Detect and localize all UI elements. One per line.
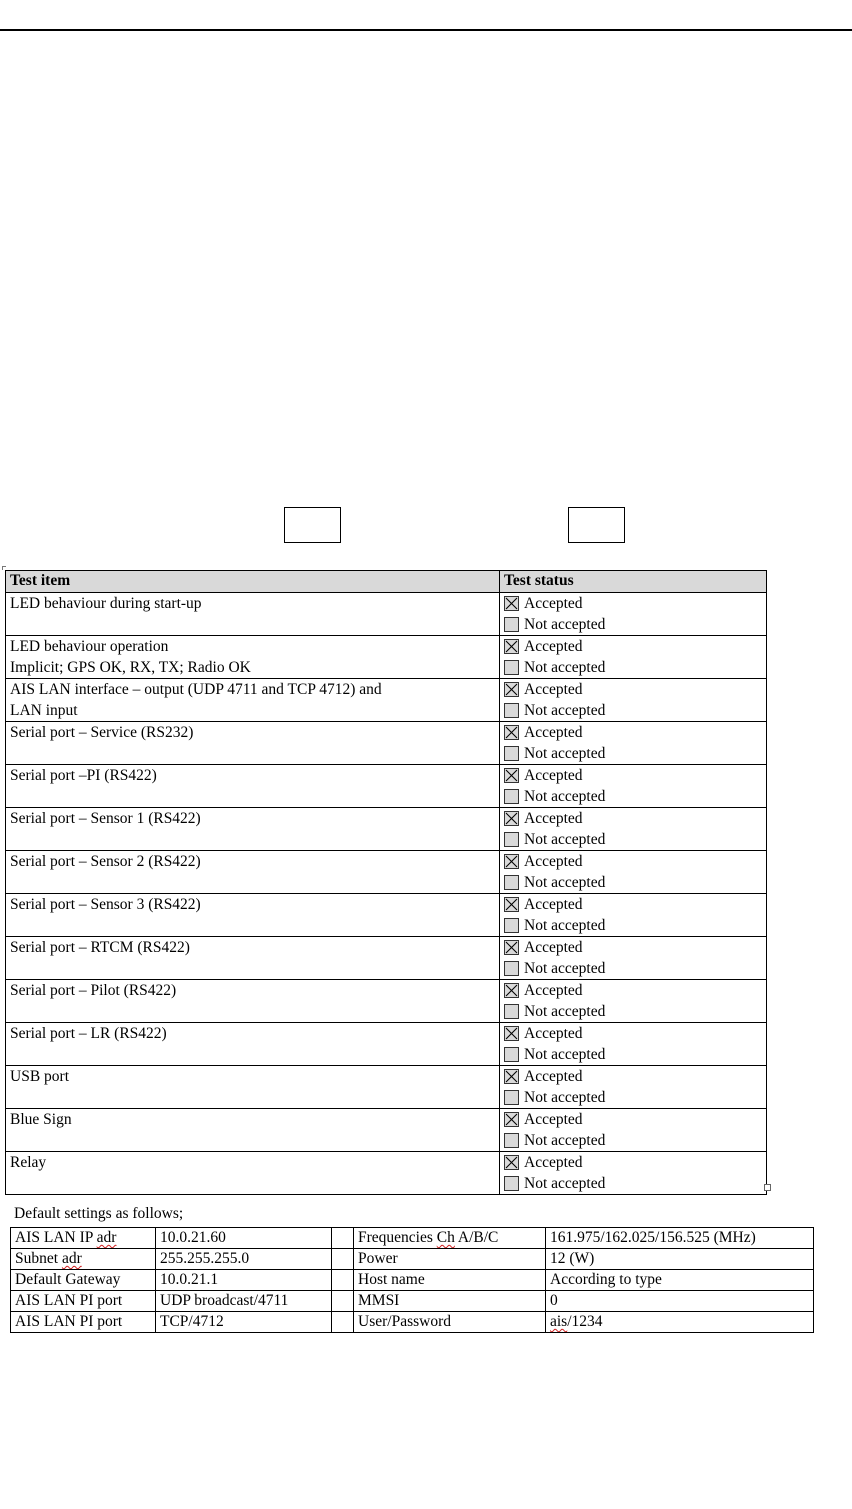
checked-checkbox-icon[interactable]	[504, 983, 519, 998]
table-row	[6, 980, 767, 1023]
test-status-cell	[500, 1152, 767, 1195]
defaults-caption: Default settings as follows;	[14, 1205, 184, 1222]
setting-value-text: 0	[550, 1292, 558, 1309]
table-row	[6, 593, 767, 636]
test-status-cell	[500, 1023, 767, 1066]
setting-value-text: 10.0.21.60	[160, 1229, 226, 1246]
checked-checkbox-icon[interactable]	[504, 854, 519, 869]
status-option-label: Not accepted	[524, 917, 606, 934]
unchecked-checkbox-icon[interactable]	[504, 746, 519, 761]
setting-label-text: A/B/C	[454, 1229, 499, 1246]
setting-value	[546, 1312, 814, 1333]
setting-value	[156, 1270, 332, 1291]
checked-checkbox-icon[interactable]	[504, 768, 519, 783]
status-option-accepted	[504, 679, 766, 700]
test-item-cell	[6, 679, 500, 722]
test-item-cell	[6, 851, 500, 894]
test-item-label: Serial port – Service (RS232)	[10, 724, 194, 741]
unchecked-checkbox-icon[interactable]	[504, 961, 519, 976]
setting-value	[546, 1270, 814, 1291]
test-item-cell	[6, 636, 500, 679]
setting-value-text: UDP broadcast/4711	[160, 1292, 289, 1309]
status-option-accepted	[504, 1066, 766, 1087]
test-item-label: Serial port – LR (RS422)	[10, 1025, 167, 1042]
test-status-cell	[500, 980, 767, 1023]
status-option-label: Accepted	[524, 810, 583, 827]
setting-label-text: AIS LAN PI port	[15, 1313, 123, 1330]
status-option-label: Not accepted	[524, 702, 606, 719]
setting-label-text: Host name	[358, 1271, 425, 1288]
test-item-cell	[6, 1023, 500, 1066]
table-row	[6, 1109, 767, 1152]
status-option-not-accepted	[504, 1087, 766, 1108]
test-table-header-row	[6, 571, 767, 593]
status-option-not-accepted	[504, 743, 766, 764]
unchecked-checkbox-icon[interactable]	[504, 832, 519, 847]
setting-label	[11, 1249, 156, 1270]
status-option-not-accepted	[504, 1173, 766, 1194]
test-item-cell	[6, 1109, 500, 1152]
status-option-label: Not accepted	[524, 1132, 606, 1149]
test-status-cell	[500, 765, 767, 808]
test-item-label: Serial port –PI (RS422)	[10, 767, 157, 784]
test-status-table	[5, 570, 767, 1195]
status-option-not-accepted	[504, 614, 766, 635]
setting-value	[156, 1228, 332, 1249]
unchecked-checkbox-icon[interactable]	[504, 1090, 519, 1105]
setting-label-text: AIS LAN IP	[15, 1229, 97, 1246]
unchecked-checkbox-icon[interactable]	[504, 703, 519, 718]
table-row	[6, 722, 767, 765]
table-row	[6, 679, 767, 722]
test-item-label: USB port	[10, 1068, 69, 1085]
setting-label-text: Frequencies	[358, 1229, 437, 1246]
spellcheck-word: Ch	[436, 1229, 455, 1246]
header-rule	[0, 29, 852, 31]
test-item-label: Blue Sign	[10, 1111, 72, 1128]
status-option-label: Not accepted	[524, 874, 606, 891]
status-option-label: Not accepted	[524, 1046, 606, 1063]
status-option-label: Accepted	[524, 896, 583, 913]
status-option-not-accepted	[504, 1001, 766, 1022]
setting-label	[11, 1228, 156, 1249]
status-option-label: Not accepted	[524, 788, 606, 805]
test-item-cell	[6, 593, 500, 636]
test-item-label: Serial port – Sensor 3 (RS422)	[10, 896, 201, 913]
unchecked-checkbox-icon[interactable]	[504, 1176, 519, 1191]
setting-value	[156, 1312, 332, 1333]
test-item-label: Serial port – Sensor 2 (RS422)	[10, 853, 201, 870]
table-row	[6, 1152, 767, 1195]
status-option-label: Accepted	[524, 1025, 583, 1042]
empty-field-box-left[interactable]	[284, 507, 341, 543]
status-option-label: Not accepted	[524, 616, 606, 633]
setting-value-text: According to type	[550, 1271, 662, 1288]
setting-label	[354, 1228, 546, 1249]
setting-label	[354, 1312, 546, 1333]
setting-label-text: Subnet	[15, 1250, 62, 1267]
setting-label	[11, 1291, 156, 1312]
setting-value-text: 255.255.255.0	[160, 1250, 250, 1267]
setting-label	[354, 1249, 546, 1270]
table-row	[11, 1228, 814, 1249]
status-option-label: Not accepted	[524, 831, 606, 848]
status-option-accepted	[504, 808, 766, 829]
test-item-cell	[6, 808, 500, 851]
test-item-label: Serial port – RTCM (RS422)	[10, 939, 190, 956]
test-item-label: Serial port – Sensor 1 (RS422)	[10, 810, 201, 827]
status-option-label: Accepted	[524, 853, 583, 870]
setting-label	[11, 1270, 156, 1291]
setting-value-text: TCP/4712	[160, 1313, 224, 1330]
header-test-status: Test status	[500, 571, 767, 593]
status-option-label: Accepted	[524, 595, 583, 612]
table-row	[11, 1249, 814, 1270]
unchecked-checkbox-icon[interactable]	[504, 1133, 519, 1148]
spellcheck-word: adr	[61, 1250, 82, 1267]
setting-value	[546, 1291, 814, 1312]
status-option-accepted	[504, 1109, 766, 1130]
status-option-label: Not accepted	[524, 745, 606, 762]
spacer-cell	[332, 1270, 354, 1291]
setting-label	[354, 1270, 546, 1291]
setting-label-text: User/Password	[358, 1313, 451, 1330]
status-option-label: Accepted	[524, 1068, 583, 1085]
status-option-label: Accepted	[524, 638, 583, 655]
table-row	[6, 765, 767, 808]
status-option-accepted	[504, 593, 766, 614]
setting-label-text: AIS LAN PI port	[15, 1292, 123, 1309]
status-option-label: Not accepted	[524, 659, 606, 676]
setting-value	[156, 1249, 332, 1270]
status-option-not-accepted	[504, 700, 766, 721]
setting-label-text: Power	[358, 1250, 398, 1267]
test-item-label: Serial port – Pilot (RS422)	[10, 982, 177, 999]
table-row	[6, 808, 767, 851]
unchecked-checkbox-icon[interactable]	[504, 789, 519, 804]
test-item-cell	[6, 1066, 500, 1109]
checked-checkbox-icon[interactable]	[504, 940, 519, 955]
test-item-cell	[6, 980, 500, 1023]
header-test-item: Test item	[6, 571, 500, 593]
table-row	[6, 851, 767, 894]
status-option-not-accepted	[504, 786, 766, 807]
status-option-not-accepted	[504, 958, 766, 979]
test-item-label: LED behaviour during start-up	[10, 595, 202, 612]
status-option-label: Not accepted	[524, 1175, 606, 1192]
empty-field-box-right[interactable]	[568, 507, 625, 543]
test-status-cell	[500, 808, 767, 851]
setting-value-text: 161.975/162.025/156.525 (MHz)	[550, 1229, 756, 1246]
table-row	[11, 1291, 814, 1312]
checked-checkbox-icon[interactable]	[504, 1026, 519, 1041]
setting-label	[354, 1291, 546, 1312]
status-option-accepted	[504, 722, 766, 743]
test-item-label: LED behaviour operation	[10, 638, 169, 655]
setting-value	[156, 1291, 332, 1312]
table-row	[11, 1270, 814, 1291]
test-status-cell	[500, 1109, 767, 1152]
checked-checkbox-icon[interactable]	[504, 639, 519, 654]
table-row	[6, 894, 767, 937]
status-option-not-accepted	[504, 657, 766, 678]
test-item-cell	[6, 937, 500, 980]
checked-checkbox-icon[interactable]	[504, 1155, 519, 1170]
status-option-label: Accepted	[524, 982, 583, 999]
checked-checkbox-icon[interactable]	[504, 596, 519, 611]
status-option-label: Accepted	[524, 1154, 583, 1171]
status-option-accepted	[504, 851, 766, 872]
spacer-cell	[332, 1312, 354, 1333]
status-option-accepted	[504, 937, 766, 958]
setting-value	[546, 1228, 814, 1249]
checked-checkbox-icon[interactable]	[504, 811, 519, 826]
status-option-label: Accepted	[524, 724, 583, 741]
test-status-cell	[500, 636, 767, 679]
spacer-cell	[332, 1228, 354, 1249]
checked-checkbox-icon[interactable]	[504, 682, 519, 697]
spacer-cell	[332, 1291, 354, 1312]
test-status-cell	[500, 1066, 767, 1109]
test-item-cell	[6, 765, 500, 808]
status-option-accepted	[504, 980, 766, 1001]
test-item-label-line2: LAN input	[10, 702, 78, 719]
status-option-label: Accepted	[524, 767, 583, 784]
table-resize-handle[interactable]	[764, 1184, 771, 1191]
status-option-accepted	[504, 636, 766, 657]
table-row	[6, 937, 767, 980]
table-row	[6, 636, 767, 679]
status-option-not-accepted	[504, 1130, 766, 1151]
status-option-label: Accepted	[524, 681, 583, 698]
test-item-label-line2: Implicit; GPS OK, RX, TX; Radio OK	[10, 659, 251, 676]
test-status-cell	[500, 722, 767, 765]
setting-value-text: /1234	[567, 1313, 603, 1330]
setting-label	[11, 1312, 156, 1333]
unchecked-checkbox-icon[interactable]	[504, 875, 519, 890]
test-status-cell	[500, 679, 767, 722]
status-option-accepted	[504, 894, 766, 915]
status-option-label: Not accepted	[524, 1089, 606, 1106]
status-option-not-accepted	[504, 829, 766, 850]
setting-label-text: Default Gateway	[15, 1271, 121, 1288]
spellcheck-word: adr	[96, 1229, 117, 1246]
setting-label-text: MMSI	[358, 1292, 400, 1309]
setting-value-text: 12 (W)	[550, 1250, 595, 1267]
status-option-not-accepted	[504, 872, 766, 893]
status-option-not-accepted	[504, 915, 766, 936]
status-option-accepted	[504, 1023, 766, 1044]
unchecked-checkbox-icon[interactable]	[504, 617, 519, 632]
status-option-label: Accepted	[524, 939, 583, 956]
test-item-cell	[6, 1152, 500, 1195]
table-row	[6, 1023, 767, 1066]
status-option-accepted	[504, 1152, 766, 1173]
test-status-cell	[500, 851, 767, 894]
unchecked-checkbox-icon[interactable]	[504, 1004, 519, 1019]
spacer-cell	[332, 1249, 354, 1270]
status-option-label: Not accepted	[524, 1003, 606, 1020]
unchecked-checkbox-icon[interactable]	[504, 918, 519, 933]
default-settings-table	[10, 1227, 814, 1333]
status-option-accepted	[504, 765, 766, 786]
checked-checkbox-icon[interactable]	[504, 897, 519, 912]
unchecked-checkbox-icon[interactable]	[504, 1047, 519, 1062]
test-item-label: Relay	[10, 1154, 47, 1171]
status-option-not-accepted	[504, 1044, 766, 1065]
test-item-cell	[6, 894, 500, 937]
checked-checkbox-icon[interactable]	[504, 725, 519, 740]
test-status-cell	[500, 593, 767, 636]
setting-value-text: 10.0.21.1	[160, 1271, 219, 1288]
test-item-cell	[6, 722, 500, 765]
table-row	[11, 1312, 814, 1333]
status-option-label: Accepted	[524, 1111, 583, 1128]
checked-checkbox-icon[interactable]	[504, 1069, 519, 1084]
checked-checkbox-icon[interactable]	[504, 1112, 519, 1127]
spellcheck-word: ais	[550, 1313, 568, 1330]
status-option-label: Not accepted	[524, 960, 606, 977]
table-row	[6, 1066, 767, 1109]
test-status-cell	[500, 894, 767, 937]
setting-value	[546, 1249, 814, 1270]
test-item-label: AIS LAN interface – output (UDP 4711 and TCP 4712) and	[10, 681, 382, 698]
test-status-cell	[500, 937, 767, 980]
unchecked-checkbox-icon[interactable]	[504, 660, 519, 675]
